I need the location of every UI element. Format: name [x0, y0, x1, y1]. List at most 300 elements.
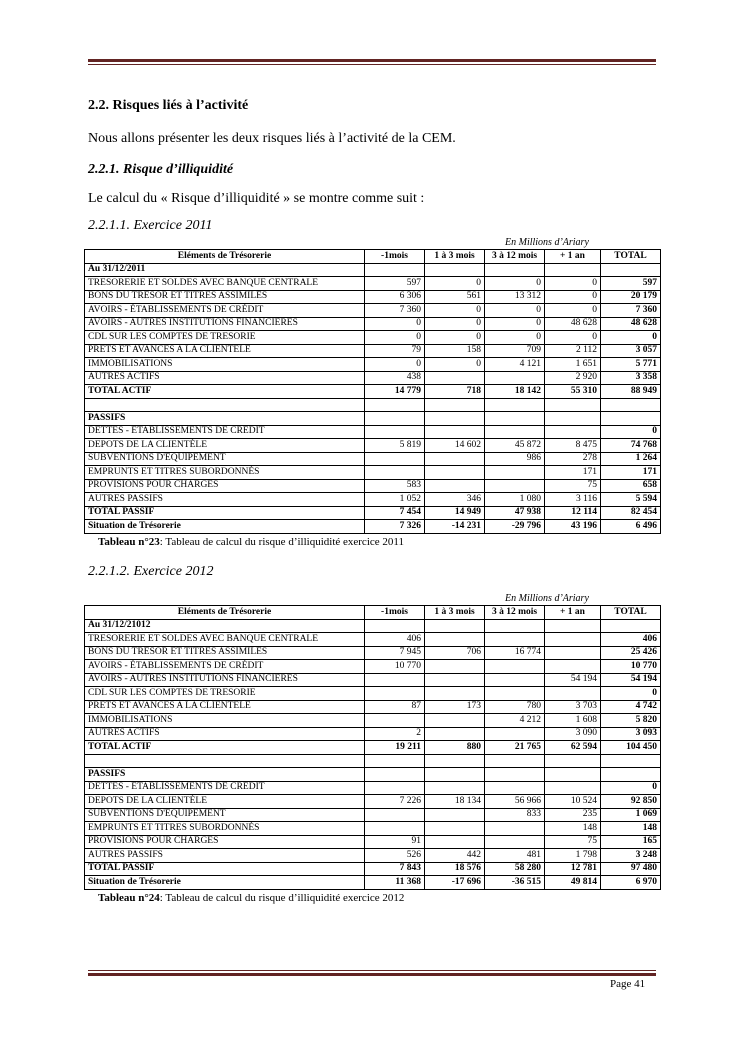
cell-v4: 278 — [545, 452, 601, 466]
cell-v2: 706 — [425, 646, 485, 660]
cell-total: 148 — [601, 822, 661, 836]
cell-v3 — [485, 727, 545, 741]
cell-v4: 171 — [545, 466, 601, 480]
passif-row — [85, 781, 661, 795]
empty-cell — [485, 619, 545, 633]
cell-v4: 148 — [545, 822, 601, 836]
cell-v4: 54 194 — [545, 673, 601, 687]
cell-v4 — [545, 633, 601, 647]
cell-v1: 79 — [365, 344, 425, 358]
column-header: 3 à 12 mois — [485, 606, 545, 620]
cell-total: 3 093 — [601, 727, 661, 741]
column-header: 1 à 3 mois — [425, 250, 485, 264]
table-2012-unit-note: En Millions d’Ariary — [505, 593, 589, 604]
passif-row — [85, 425, 661, 439]
row-label: IMMOBILISATIONS — [85, 358, 365, 372]
empty-cell — [601, 398, 661, 412]
passifs-heading-row — [85, 412, 661, 426]
cell-v2 — [425, 673, 485, 687]
cell-v1: 7 843 — [365, 862, 425, 876]
actif-row — [85, 344, 661, 358]
table-2011-unit-note: En Millions d’Ariary — [505, 237, 589, 248]
row-label: CDL SUR LES COMPTES DE TRESORIE — [85, 687, 365, 701]
empty-cell — [85, 754, 365, 768]
cell-v4 — [545, 687, 601, 701]
column-header: 3 à 12 mois — [485, 250, 545, 264]
cell-total: 3 057 — [601, 344, 661, 358]
cell-total: 5 820 — [601, 714, 661, 728]
cell-v1: 583 — [365, 479, 425, 493]
cell-total: 3 358 — [601, 371, 661, 385]
empty-cell — [365, 398, 425, 412]
cell-v4: 3 090 — [545, 727, 601, 741]
cell-v2 — [425, 714, 485, 728]
table-2012-heading: 2.2.1.2. Exercice 2012 — [88, 564, 214, 579]
cell-v1 — [365, 466, 425, 480]
row-label: BONS DU TRÉSOR ET TITRES ASSIMILÉS — [85, 646, 365, 660]
cell-v4: 3 703 — [545, 700, 601, 714]
cell-v3: 13 312 — [485, 290, 545, 304]
cell-v2: 173 — [425, 700, 485, 714]
cell-v3: 4 212 — [485, 714, 545, 728]
cell-v2 — [425, 808, 485, 822]
empty-cell — [425, 768, 485, 782]
cell-v3: 56 966 — [485, 795, 545, 809]
cell-v3: 0 — [485, 317, 545, 331]
cell-v4: 0 — [545, 304, 601, 318]
cell-total: 82 454 — [601, 506, 661, 520]
cell-v4: 49 814 — [545, 876, 601, 890]
empty-cell — [485, 412, 545, 426]
empty-cell — [545, 412, 601, 426]
table-2011-heading: 2.2.1.1. Exercice 2011 — [88, 218, 213, 233]
cell-total: 74 768 — [601, 439, 661, 453]
cell-v1: 0 — [365, 331, 425, 345]
total-actif-row — [85, 385, 661, 399]
row-label: EMPRUNTS ET TITRES SUBORDONNÉS — [85, 822, 365, 836]
cell-v4: 1 798 — [545, 849, 601, 863]
cell-v2: -14 231 — [425, 520, 485, 534]
empty-cell — [601, 768, 661, 782]
row-label: IMMOBILISATIONS — [85, 714, 365, 728]
table-2012 — [84, 605, 661, 890]
passif-row — [85, 822, 661, 836]
cell-total: 406 — [601, 633, 661, 647]
caption-text: : Tableau de calcul du risque d’illiquidité exercice 2011 — [159, 536, 404, 548]
row-label: Au 31/12/2011 — [85, 263, 365, 277]
cell-v3: 833 — [485, 808, 545, 822]
total-passif-row — [85, 862, 661, 876]
cell-v2: 0 — [425, 304, 485, 318]
empty-cell — [545, 398, 601, 412]
subsection-intro: Le calcul du « Risque d’illiquidité » se montre comme suit : — [88, 191, 425, 206]
cell-v4: 2 112 — [545, 344, 601, 358]
cell-v4 — [545, 781, 601, 795]
cell-v2: 0 — [425, 331, 485, 345]
cell-v3 — [485, 425, 545, 439]
cell-total: 104 450 — [601, 741, 661, 755]
cell-v1: 406 — [365, 633, 425, 647]
cell-v4 — [545, 660, 601, 674]
cell-v3: -29 796 — [485, 520, 545, 534]
cell-v3 — [485, 835, 545, 849]
caption-label: Tableau n°24 — [98, 892, 160, 904]
cell-v3: 4 121 — [485, 358, 545, 372]
empty-cell — [601, 412, 661, 426]
actif-row — [85, 633, 661, 647]
cell-v4: 12 114 — [545, 506, 601, 520]
cell-v3 — [485, 479, 545, 493]
cell-v4: 235 — [545, 808, 601, 822]
empty-cell — [485, 398, 545, 412]
cell-v3 — [485, 822, 545, 836]
cell-v3: 21 765 — [485, 741, 545, 755]
cell-v3: 709 — [485, 344, 545, 358]
cell-v1: 597 — [365, 277, 425, 291]
cell-v1: 7 360 — [365, 304, 425, 318]
cell-v4: 3 116 — [545, 493, 601, 507]
cell-v3: 0 — [485, 304, 545, 318]
actif-row — [85, 673, 661, 687]
passif-row — [85, 452, 661, 466]
row-label: PROVISIONS POUR CHARGES — [85, 479, 365, 493]
row-label: PROVISIONS POUR CHARGES — [85, 835, 365, 849]
actif-row — [85, 727, 661, 741]
cell-v2 — [425, 835, 485, 849]
cell-v1: 7 326 — [365, 520, 425, 534]
header-row — [85, 606, 661, 620]
cell-v4: 75 — [545, 479, 601, 493]
empty-cell — [365, 412, 425, 426]
cell-v3: 481 — [485, 849, 545, 863]
cell-total: 6 970 — [601, 876, 661, 890]
situation-row — [85, 876, 661, 890]
cell-total: 88 949 — [601, 385, 661, 399]
passif-row — [85, 849, 661, 863]
cell-total: 597 — [601, 277, 661, 291]
row-label: AVOIRS - AUTRES INSTITUTIONS FINANCIÈRES — [85, 317, 365, 331]
actif-row — [85, 317, 661, 331]
row-label: DETTES - ÉTABLISSEMENTS DE CRÉDIT — [85, 781, 365, 795]
column-header: Eléments de Trésorerie — [85, 250, 365, 264]
cell-total: 4 742 — [601, 700, 661, 714]
cell-v4: 2 920 — [545, 371, 601, 385]
cell-v4: 62 594 — [545, 741, 601, 755]
cell-v3: 780 — [485, 700, 545, 714]
caption-text: : Tableau de calcul du risque d’illiquidité exercice 2012 — [159, 892, 405, 904]
cell-v4: 48 628 — [545, 317, 601, 331]
cell-v1: 7 454 — [365, 506, 425, 520]
actif-row — [85, 290, 661, 304]
cell-v4: 43 196 — [545, 520, 601, 534]
cell-v1 — [365, 781, 425, 795]
cell-v2: -17 696 — [425, 876, 485, 890]
cell-v3 — [485, 687, 545, 701]
cell-v2: 442 — [425, 849, 485, 863]
total-actif-row — [85, 741, 661, 755]
cell-total: 3 248 — [601, 849, 661, 863]
cell-v3 — [485, 466, 545, 480]
cell-v1: 87 — [365, 700, 425, 714]
table-2012-caption — [98, 892, 404, 904]
cell-total: 6 496 — [601, 520, 661, 534]
passif-row — [85, 795, 661, 809]
row-label: AVOIRS - AUTRES INSTITUTIONS FINANCIÈRES — [85, 673, 365, 687]
row-label: Au 31/12/21012 — [85, 619, 365, 633]
cell-v2: 18 134 — [425, 795, 485, 809]
row-label: Situation de Trésorerie — [85, 520, 365, 534]
cell-v2: 18 576 — [425, 862, 485, 876]
cell-v4: 55 310 — [545, 385, 601, 399]
row-label: BONS DU TRÉSOR ET TITRES ASSIMILÉS — [85, 290, 365, 304]
cell-v4 — [545, 425, 601, 439]
empty-cell — [545, 768, 601, 782]
cell-v2: 0 — [425, 358, 485, 372]
column-header: TOTAL — [601, 606, 661, 620]
cell-v3: 16 774 — [485, 646, 545, 660]
cell-total: 0 — [601, 781, 661, 795]
cell-v3: 45 872 — [485, 439, 545, 453]
column-header: + 1 an — [545, 606, 601, 620]
cell-v1 — [365, 425, 425, 439]
actif-row — [85, 714, 661, 728]
empty-cell — [85, 398, 365, 412]
cell-v4: 8 475 — [545, 439, 601, 453]
column-header: Eléments de Trésorerie — [85, 606, 365, 620]
empty-cell — [485, 263, 545, 277]
cell-v1: 11 368 — [365, 876, 425, 890]
header-row — [85, 250, 661, 264]
cell-v3: 1 080 — [485, 493, 545, 507]
row-label: AUTRES ACTIFS — [85, 727, 365, 741]
cell-v1: 7 226 — [365, 795, 425, 809]
cell-v1: 526 — [365, 849, 425, 863]
row-label: SUBVENTIONS D'ÉQUIPEMENT — [85, 808, 365, 822]
cell-total: 171 — [601, 466, 661, 480]
cell-v2: 0 — [425, 317, 485, 331]
cell-v2: 14 602 — [425, 439, 485, 453]
cell-total: 658 — [601, 479, 661, 493]
cell-v3 — [485, 660, 545, 674]
row-label: PASSIFS — [85, 412, 365, 426]
cell-v2: 0 — [425, 277, 485, 291]
row-label: DETTES - ÉTABLISSEMENTS DE CRÉDIT — [85, 425, 365, 439]
empty-cell — [365, 619, 425, 633]
cell-v3 — [485, 371, 545, 385]
cell-v1: 0 — [365, 358, 425, 372]
cell-total: 0 — [601, 425, 661, 439]
actif-row — [85, 687, 661, 701]
empty-cell — [485, 768, 545, 782]
actif-row — [85, 700, 661, 714]
cell-v3: 0 — [485, 277, 545, 291]
cell-v1: 19 211 — [365, 741, 425, 755]
row-label: PASSIFS — [85, 768, 365, 782]
cell-v2: 158 — [425, 344, 485, 358]
empty-cell — [425, 754, 485, 768]
cell-v3 — [485, 781, 545, 795]
cell-v2: 14 949 — [425, 506, 485, 520]
cell-v1 — [365, 808, 425, 822]
cell-v3: 47 938 — [485, 506, 545, 520]
cell-v1: 91 — [365, 835, 425, 849]
empty-cell — [601, 754, 661, 768]
row-label: CDL SUR LES COMPTES DE TRESORIE — [85, 331, 365, 345]
actif-row — [85, 660, 661, 674]
actif-row — [85, 331, 661, 345]
cell-total: 5 594 — [601, 493, 661, 507]
row-label: AUTRES PASSIFS — [85, 493, 365, 507]
row-label: AVOIRS - ÉTABLISSEMENTS DE CRÉDIT — [85, 660, 365, 674]
cell-v1 — [365, 673, 425, 687]
total-passif-row — [85, 506, 661, 520]
cell-v1: 1 052 — [365, 493, 425, 507]
row-label: DEPOTS DE LA CLIENTÈLE — [85, 439, 365, 453]
cell-v3: 18 142 — [485, 385, 545, 399]
empty-cell — [485, 754, 545, 768]
cell-total: 10 770 — [601, 660, 661, 674]
cell-v1: 6 306 — [365, 290, 425, 304]
cell-v3 — [485, 633, 545, 647]
column-header: TOTAL — [601, 250, 661, 264]
cell-total: 0 — [601, 331, 661, 345]
cell-v1: 14 779 — [365, 385, 425, 399]
spacer-row — [85, 754, 661, 768]
actif-row — [85, 646, 661, 660]
cell-v4 — [545, 646, 601, 660]
page-number: Page 41 — [610, 978, 646, 990]
cell-v4: 10 524 — [545, 795, 601, 809]
cell-v3: 58 280 — [485, 862, 545, 876]
column-header: -1mois — [365, 250, 425, 264]
cell-v2 — [425, 822, 485, 836]
date-row — [85, 619, 661, 633]
cell-v1: 7 945 — [365, 646, 425, 660]
row-label: Situation de Trésorerie — [85, 876, 365, 890]
cell-total: 54 194 — [601, 673, 661, 687]
cell-v2 — [425, 371, 485, 385]
passifs-heading-row — [85, 768, 661, 782]
row-label: TOTAL PASSIF — [85, 862, 365, 876]
cell-v4: 12 781 — [545, 862, 601, 876]
empty-cell — [425, 263, 485, 277]
row-label: TRESORERIE ET SOLDES AVEC BANQUE CENTRALE — [85, 633, 365, 647]
empty-cell — [425, 412, 485, 426]
row-label: AVOIRS - ÉTABLISSEMENTS DE CRÉDIT — [85, 304, 365, 318]
cell-total: 7 360 — [601, 304, 661, 318]
cell-v2 — [425, 452, 485, 466]
empty-cell — [545, 754, 601, 768]
empty-cell — [545, 619, 601, 633]
cell-v4: 0 — [545, 331, 601, 345]
cell-v4: 1 608 — [545, 714, 601, 728]
cell-v1: 438 — [365, 371, 425, 385]
cell-total: 25 426 — [601, 646, 661, 660]
cell-v1: 10 770 — [365, 660, 425, 674]
cell-v1: 5 819 — [365, 439, 425, 453]
passif-row — [85, 835, 661, 849]
header-rule — [88, 59, 656, 65]
cell-v4: 75 — [545, 835, 601, 849]
row-label: PRETS ET AVANCES A LA CLIENTELE — [85, 700, 365, 714]
column-header: + 1 an — [545, 250, 601, 264]
cell-v1: 0 — [365, 317, 425, 331]
empty-cell — [365, 754, 425, 768]
cell-total: 5 771 — [601, 358, 661, 372]
cell-v3: -36 515 — [485, 876, 545, 890]
cell-total: 97 480 — [601, 862, 661, 876]
table-2011-caption — [98, 536, 404, 548]
cell-v1: 2 — [365, 727, 425, 741]
cell-total: 0 — [601, 687, 661, 701]
cell-v2 — [425, 479, 485, 493]
cell-total: 92 850 — [601, 795, 661, 809]
cell-v2 — [425, 660, 485, 674]
passif-row — [85, 466, 661, 480]
cell-v2 — [425, 687, 485, 701]
cell-v3: 986 — [485, 452, 545, 466]
passif-row — [85, 479, 661, 493]
empty-cell — [601, 619, 661, 633]
passif-row — [85, 808, 661, 822]
row-label: DEPOTS DE LA CLIENTÈLE — [85, 795, 365, 809]
cell-v2: 880 — [425, 741, 485, 755]
row-label: TOTAL ACTIF — [85, 741, 365, 755]
section-title: 2.2. Risques liés à l’activité — [88, 98, 249, 113]
actif-row — [85, 371, 661, 385]
cell-v3 — [485, 673, 545, 687]
intro-paragraph: Nous allons présenter les deux risques liés à l’activité de la CEM. — [88, 131, 456, 146]
actif-row — [85, 358, 661, 372]
date-row — [85, 263, 661, 277]
cell-v4: 0 — [545, 277, 601, 291]
caption-label: Tableau n°23 — [98, 536, 160, 548]
row-label: AUTRES ACTIFS — [85, 371, 365, 385]
row-label: EMPRUNTS ET TITRES SUBORDONNÉS — [85, 466, 365, 480]
cell-v2 — [425, 466, 485, 480]
cell-v2 — [425, 425, 485, 439]
row-label: TRESORERIE ET SOLDES AVEC BANQUE CENTRALE — [85, 277, 365, 291]
cell-v2: 346 — [425, 493, 485, 507]
spacer-row — [85, 398, 661, 412]
table-2011 — [84, 249, 661, 534]
cell-total: 48 628 — [601, 317, 661, 331]
cell-total: 165 — [601, 835, 661, 849]
row-label: AUTRES PASSIFS — [85, 849, 365, 863]
cell-v4: 0 — [545, 290, 601, 304]
cell-v3: 0 — [485, 331, 545, 345]
actif-row — [85, 304, 661, 318]
cell-v2: 561 — [425, 290, 485, 304]
row-label: SUBVENTIONS D'ÉQUIPEMENT — [85, 452, 365, 466]
cell-v1 — [365, 822, 425, 836]
cell-v2 — [425, 633, 485, 647]
empty-cell — [425, 398, 485, 412]
cell-total: 1 069 — [601, 808, 661, 822]
empty-cell — [365, 768, 425, 782]
cell-v1 — [365, 452, 425, 466]
cell-v1 — [365, 714, 425, 728]
cell-v2: 718 — [425, 385, 485, 399]
empty-cell — [601, 263, 661, 277]
actif-row — [85, 277, 661, 291]
passif-row — [85, 493, 661, 507]
cell-total: 20 179 — [601, 290, 661, 304]
cell-v4: 1 651 — [545, 358, 601, 372]
empty-cell — [545, 263, 601, 277]
passif-row — [85, 439, 661, 453]
subsection-title: 2.2.1. Risque d’illiquidité — [88, 162, 234, 177]
